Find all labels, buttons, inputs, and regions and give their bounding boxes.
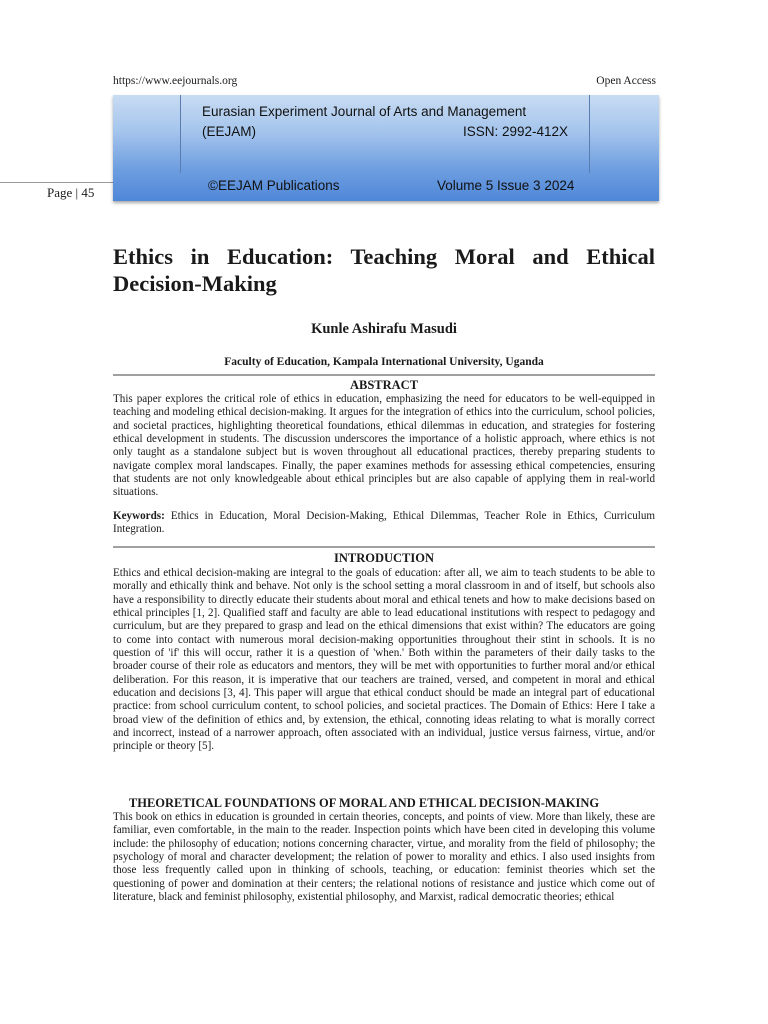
journal-issn: ISSN: 2992-412X [463,124,569,139]
abstract-heading: ABSTRACT [349,378,419,392]
author-name: Kunle Ashirafu Masudi [311,321,457,337]
journal-abbreviation: (EEJAM) [202,124,256,139]
publisher: ©EEJAM Publications [208,178,340,193]
margin-rule [0,182,113,183]
keywords [113,510,655,537]
abstract-text: This paper explores the critical role of ethics in education, emphasizing the need for educators to be well-equipped in teaching and modeling ethical decision-making. It argues for the integration of ethics into the curriculum, school policies, and societal practices, highlighting theoretical foundations, ethical dilemmas in education, and strategies for fostering ethical development in students. The discussion underscores the importance of a holistic approach, where ethics is not only taught as a standalone subject but is woven throughout all educational practices, thereby preparing students to navigate complex moral landscapes. Finally, the paper examines methods for assessing ethical competencies, ensuring that students are not only knowledgeable about ethical principles but are also capable of applying them in real-world situations. [113,393,655,499]
theory-heading: THEORETICAL FOUNDATIONS OF MORAL AND ETHICAL DECISION-MAKING [128,796,600,810]
journal-banner [113,95,659,201]
volume-issue: Volume 5 Issue 3 2024 [437,178,575,193]
theory-text: This book on ethics in education is grounded in certain theories, concepts, and points of view. More than likely, these are familiar, even comfortable, in the main to the reader. Inspection points which have been cited in developing this volume include: the philosophy of education; notions concerning character, virtue, and morality from the field of philosophy; the psychology of moral and character development; the relation of power to morality and ethics. I also used insights from those less frequently called upon in thinking of schools, teaching, or education: feminist theories which set the questioning of power and domination at their centers; the relational notions of resistance and justice which come out of literature, black and feminist philosophy, existential philosophy, and Marxist, radical democratic theories; ethical [113,811,655,904]
journal-url[interactable]: https://www.eejournals.org [113,75,238,87]
page-number: Page | 45 [47,185,95,200]
introduction-heading: INTRODUCTION [333,551,434,565]
introduction-text: Ethics and ethical decision-making are integral to the goals of education: after all, we aim to teach students to be able to morally and ethically think and behave. Not only is the school setting a moral classroom in and of itself, but schools also have a responsibility to directly educate their students about moral and ethical tenets and how to make decisions based on ethical principles [1, 2]. Qualified staff and faculty are able to lead educational institutions with respect to pedagogy and curriculum, but are they prepared to grasp and lead on the ethical dimensions that exist within? The educators are going to come into contact with numerous moral decision-making opportunities throughout their stint in schools. It is no question of 'if' this will occur, rather it is a question of 'when.' Both within the parameters of their daily tasks to the broader course of their role as educators and mentors, they will be met with opportunities to further moral and/or ethical deliberation. For this reason, it is imperative that our teachers are trained, versed, and competent in moral and ethical education and decisions [3, 4]. This paper will argue that ethical conduct should be made an integral part of educational practice: from school curriculum content, to school policies, and societal practices. The Domain of Ethics: Here I take a broad view of the definition of ethics and, by extension, the ethical, connoting ideas relating to what is morally correct and incorrect, instead of a narrower approach, often associated with an individual, justice versus fairness, virtue, and/or principle or theory [5]. [113,567,655,753]
open-access-label: Open Access [596,75,656,87]
article-title: Ethics in Education: Teaching Moral and Ethical Decision-Making [113,244,655,296]
banner-divider-right [589,95,590,173]
banner-divider-left [180,95,181,173]
introduction-rule [113,546,655,548]
keywords-label: Keywords: [113,510,165,522]
author-affiliation: Faculty of Education, Kampala International University, Uganda [224,356,544,368]
journal-name: Eurasian Experiment Journal of Arts and Management [202,104,527,119]
keywords-list: Ethics in Education, Moral Decision-Making, Ethical Dilemmas, Teacher Role in Ethics, Curriculum Integration. [113,510,655,536]
abstract-rule [113,374,655,376]
